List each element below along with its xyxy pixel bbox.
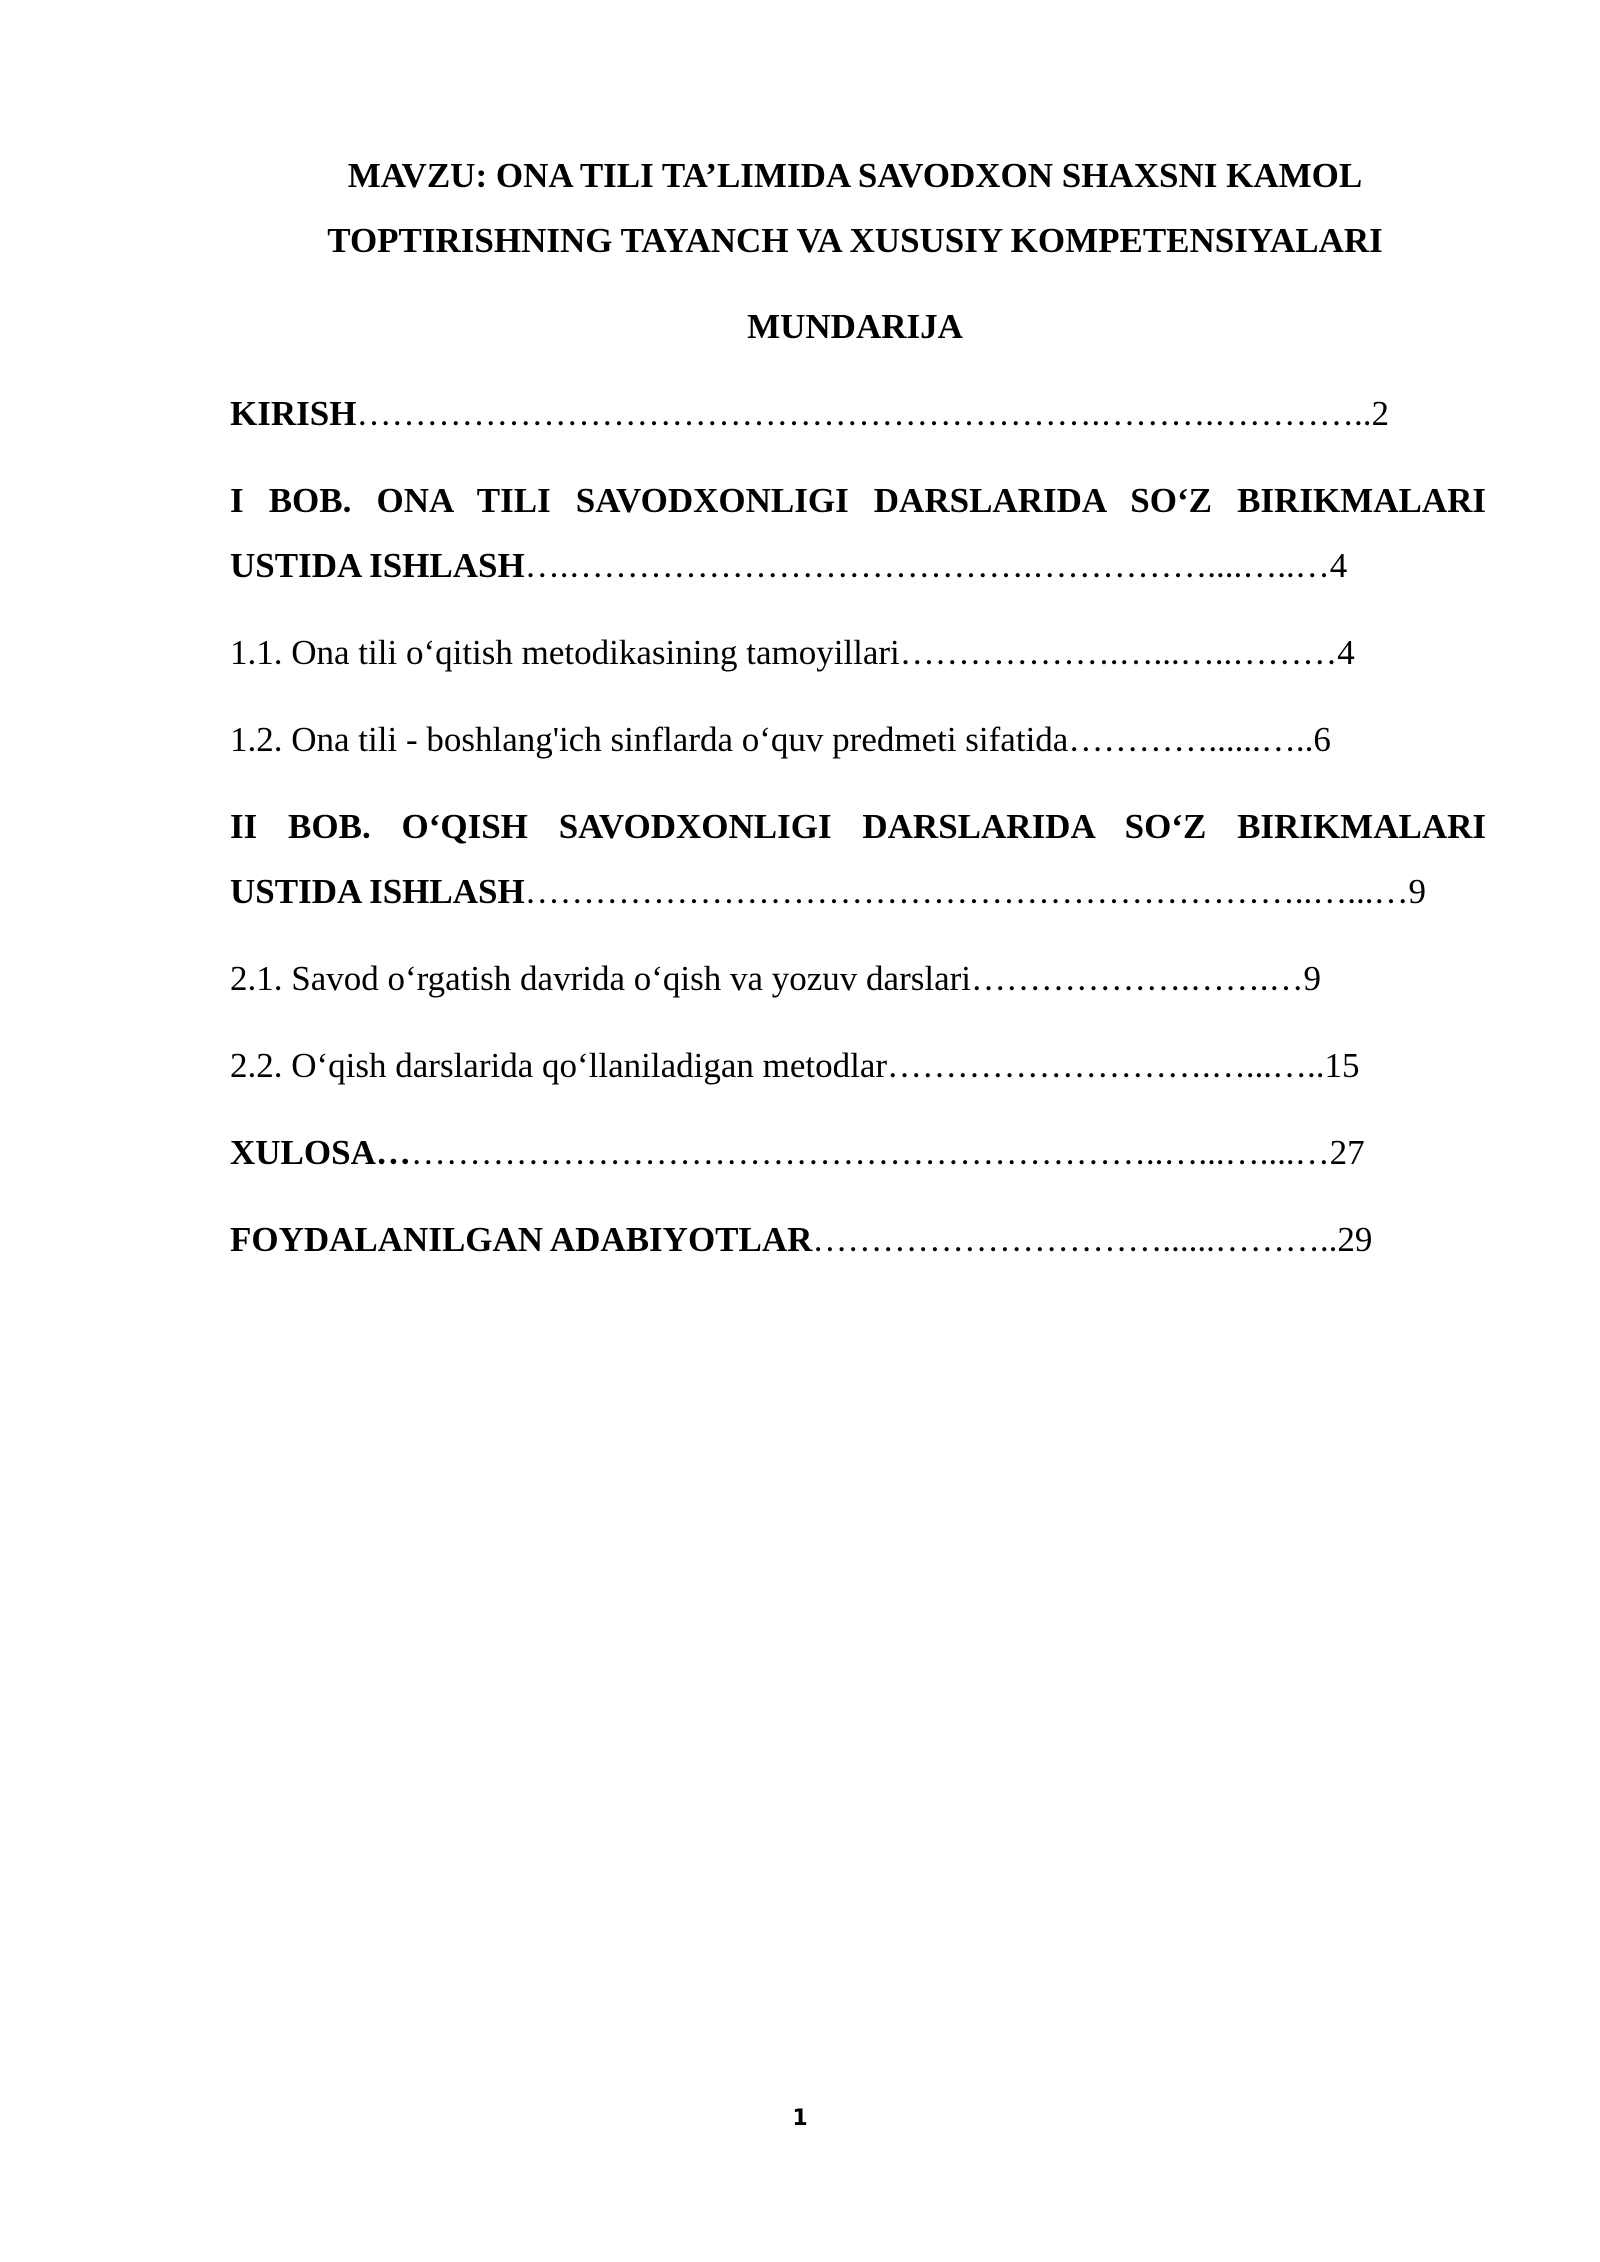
toc-entry-leader: ….………………………………….……………....…..… [524, 546, 1330, 585]
toc-entry-label: KIRISH [230, 394, 357, 433]
toc-entry-page: 4 [1329, 546, 1348, 585]
toc-entry-bob2-title[interactable]: II BOB. O‘QISH SAVODXONLIGI DARSLARIDA SO‘Z BIRIKMALARI [230, 807, 1486, 846]
page-number: 1 [792, 2106, 808, 2131]
toc-entry-bob2[interactable] [230, 870, 1486, 914]
toc-entry-section-1-2[interactable] [230, 718, 1486, 762]
toc-entry-leader: ……………………………………………………….……….…………. [356, 394, 1363, 433]
toc-entry-page: 4 [1337, 633, 1355, 672]
toc-entry-leader: ……………………….…...….. [887, 1046, 1325, 1085]
toc-entry-section-2-1[interactable] [230, 957, 1486, 1001]
toc-entry-leader: ………………………………………………………..…...…....… [410, 1133, 1330, 1172]
document-title-line-2: TOPTIRISHNING TAYANCH VA XUSUSIY KOMPETENSIYALARI [327, 221, 1383, 260]
toc-entry-page: .2 [1362, 394, 1389, 433]
toc-entry-label: USTIDA ISHLASH [230, 872, 525, 911]
toc-entry-page: 27 [1329, 1133, 1365, 1172]
toc-entry-section-1-1[interactable] [230, 631, 1486, 675]
toc-entry-label: 1.1. Ona tili o‘qitish metodikasining tamoyillari [230, 633, 900, 672]
toc-entry-leader: …………......….. [1068, 720, 1314, 759]
toc-entry-label: 2.1. Savod o‘rgatish davrida o‘qish va yozuv darslari [230, 959, 971, 998]
toc-entry-bob1[interactable] [230, 544, 1486, 588]
toc-entry-label: 1.2. Ona tili - boshlang'ich sinflarda o‘quv predmeti sifatida [230, 720, 1069, 759]
toc-entry-xulosa[interactable] [230, 1131, 1486, 1175]
toc-entry-label: 2.2. O‘qish darslarida qo‘llaniladigan metodlar [230, 1046, 888, 1085]
toc-entry-page: 9 [1303, 959, 1321, 998]
document-title-line-1: MAVZU: ONA TILI TA’LIMIDA SAVODXON SHAXSNI KAMOL [347, 156, 1363, 195]
toc-entry-page: 15 [1324, 1046, 1360, 1085]
toc-entry-page: 6 [1313, 720, 1331, 759]
toc-entry-label: XULOSA… [230, 1133, 411, 1172]
toc-entry-adabiyotlar[interactable] [230, 1218, 1486, 1262]
toc-entry-page: 9 [1408, 872, 1426, 911]
contents-heading: MUNDARIJA [747, 307, 963, 346]
toc-entry-leader: ……………….…...…..……… [899, 633, 1338, 672]
toc-entry-leader: …………………………………………………………..…...… [524, 872, 1409, 911]
toc-entry-kirish[interactable] [230, 392, 1486, 436]
toc-entry-leader: …………………………......……….. [812, 1220, 1338, 1259]
toc-entry-section-2-2[interactable] [230, 1044, 1486, 1088]
toc-entry-label: USTIDA ISHLASH [230, 546, 525, 585]
toc-entry-bob1-title[interactable]: I BOB. ONA TILI SAVODXONLIGI DARSLARIDA SO‘Z BIRIKMALARI [230, 481, 1486, 520]
toc-entry-page: 29 [1337, 1220, 1373, 1259]
toc-entry-leader: ……………….…….… [971, 959, 1304, 998]
toc-entry-label: FOYDALANILGAN ADABIYOTLAR [230, 1220, 813, 1259]
